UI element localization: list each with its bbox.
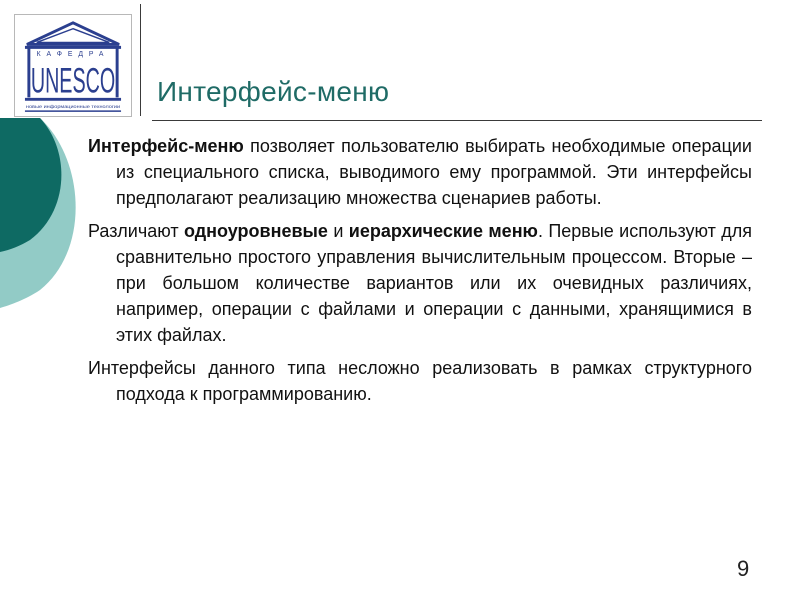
- paragraph-1-bold-lead: Интерфейс-меню: [88, 136, 244, 156]
- slide-title: Интерфейс-меню: [157, 76, 390, 107]
- paragraph-2-mid: и: [327, 221, 349, 241]
- paragraph-3-text: Интерфейсы данного типа несложно реализовать в рамках структурного подхода к программированию.: [88, 358, 752, 404]
- paragraph-2: [88, 218, 752, 348]
- logo-bottom-text: новые информационные технологии: [25, 105, 110, 111]
- unesco-logo-graphic: [15, 15, 131, 116]
- slide-content: [88, 133, 752, 414]
- paragraph-1: [88, 133, 752, 211]
- unesco-logo: [14, 14, 132, 117]
- page-number: 9: [737, 556, 750, 581]
- logo-top-text: КАФЕДРА: [36, 51, 110, 59]
- paragraph-2-text: . Первые используют для сравнительно простого управления вычислительным процессом. Вторые – при большом количестве вариантов или их очевидных различиях, например, операции с файлами и операции с данными, хранящимися в этих файлах.: [116, 221, 752, 345]
- paragraph-2-lead: Различают: [88, 221, 184, 241]
- title-underline: [152, 120, 762, 121]
- logo-main-text: UNESCO: [30, 61, 116, 101]
- paragraph-3: [88, 355, 752, 407]
- paragraph-2-bold-2: иерархические меню: [348, 221, 538, 241]
- paragraph-2-bold-1: одноуровневые: [183, 221, 328, 241]
- paragraph-1-text: позволяет пользователю выбирать необходимые операции из специального списка, выводимого ему программой. Эти интерфейсы предполагают реализацию множества сценариев работы.: [116, 136, 752, 208]
- vertical-divider: [140, 4, 141, 116]
